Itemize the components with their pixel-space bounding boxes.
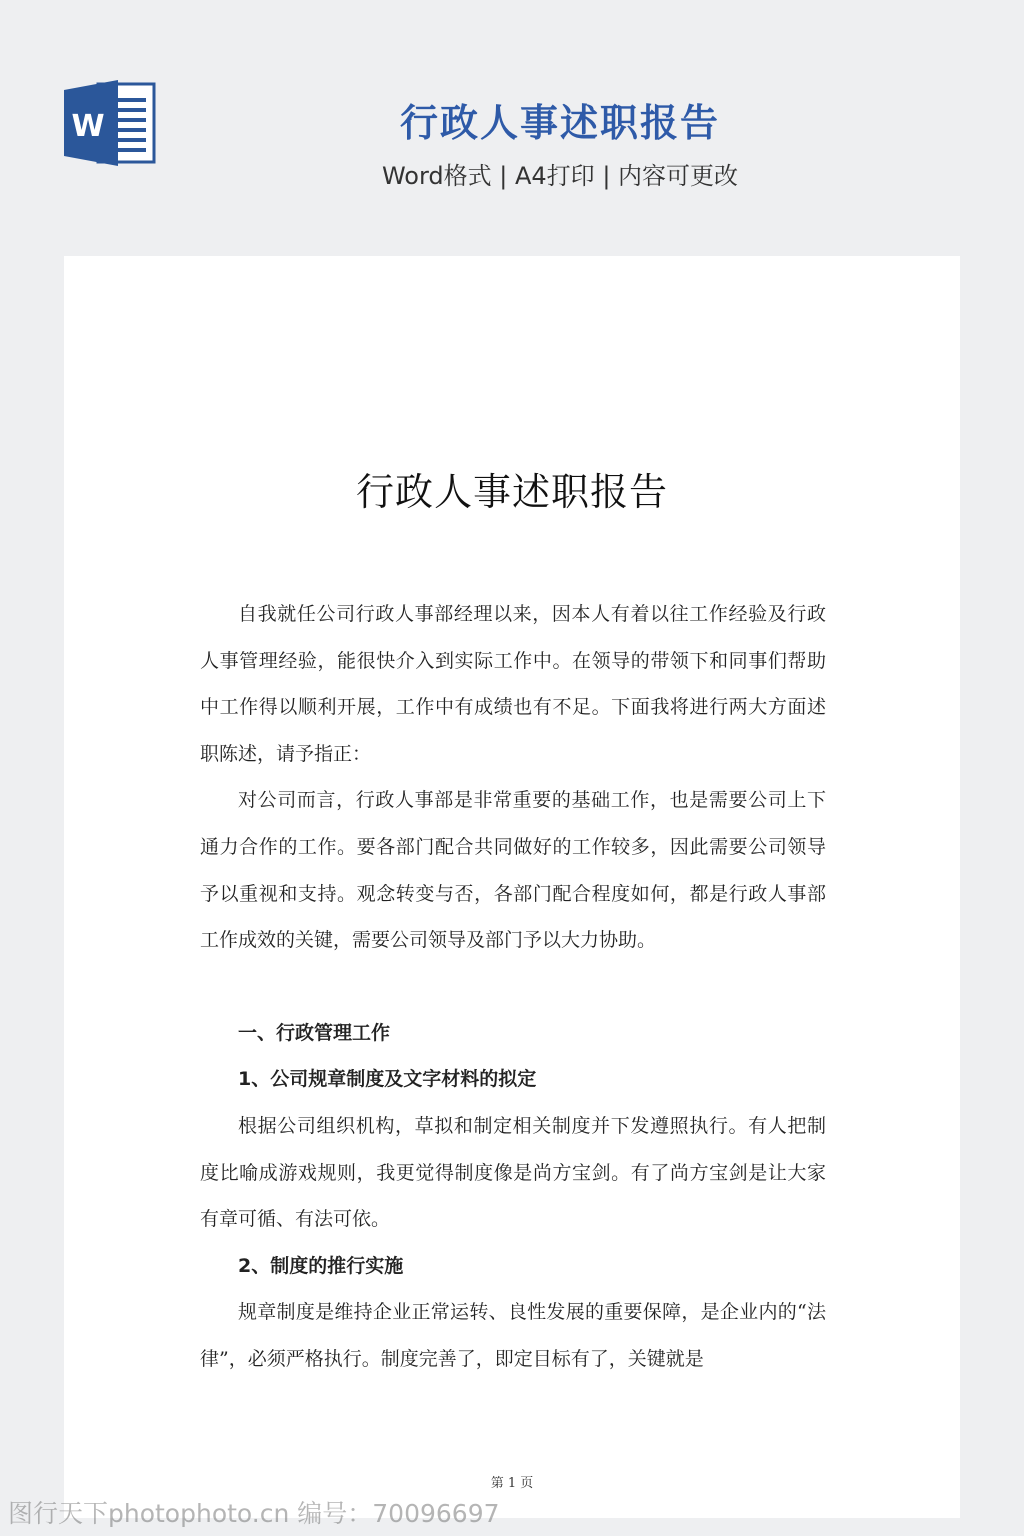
subsection-heading-2: 2、制度的推行实施 xyxy=(238,1254,404,1277)
subsection-text-2: 规章制度是维持企业正常运转、良性发展的重要保障，是企业内的“法律”，必须严格执行。制度完善了，即定目标有了，关键就是 xyxy=(200,1301,826,1370)
document-page xyxy=(64,256,960,1518)
spacer xyxy=(200,964,826,1010)
word-logo-icon xyxy=(64,80,156,166)
subsection-text-1: 根据公司组织机构，草拟和制定相关制度并下发遵照执行。有人把制度比喻成游戏规则，我更觉得制度像是尚方宝剑。有了尚方宝剑是让大家有章可循、有法可依。 xyxy=(200,1114,826,1231)
section-heading: 一、行政管理工作 xyxy=(238,1021,391,1044)
document-body xyxy=(200,591,826,1383)
watermark: 图行天下photophoto.cn 编号：70096697 xyxy=(8,1499,500,1528)
subsection-heading-1: 1、公司规章制度及文字材料的拟定 xyxy=(238,1068,537,1091)
header-subtitle: Word格式 | A4打印 | 内容可更改 xyxy=(381,162,739,190)
paragraph-company: 对公司而言，行政人事部是非常重要的基础工作，也是需要公司上下通力合作的工作。要各部门配合共同做好的工作较多，因此需要公司领导予以重视和支持。观念转变与否，各部门配合程度如何，都是行政人事部工作成效的关键，需要公司领导及部门予以大力协助。 xyxy=(200,789,826,952)
page-number: 第 1 页 xyxy=(490,1476,534,1491)
document-title: 行政人事述职报告 xyxy=(355,470,668,514)
logo-letter: W xyxy=(71,109,105,144)
header-title: 行政人事述职报告 xyxy=(399,101,720,145)
header xyxy=(0,0,1024,230)
paragraph-intro: 自我就任公司行政人事部经理以来，因本人有着以往工作经验及行政人事管理经验，能很快介入到实际工作中。在领导的带领下和同事们帮助中工作得以顺利开展，工作中有成绩也有不足。下面我将进行两大方面述职陈述，请予指正： xyxy=(200,603,826,765)
